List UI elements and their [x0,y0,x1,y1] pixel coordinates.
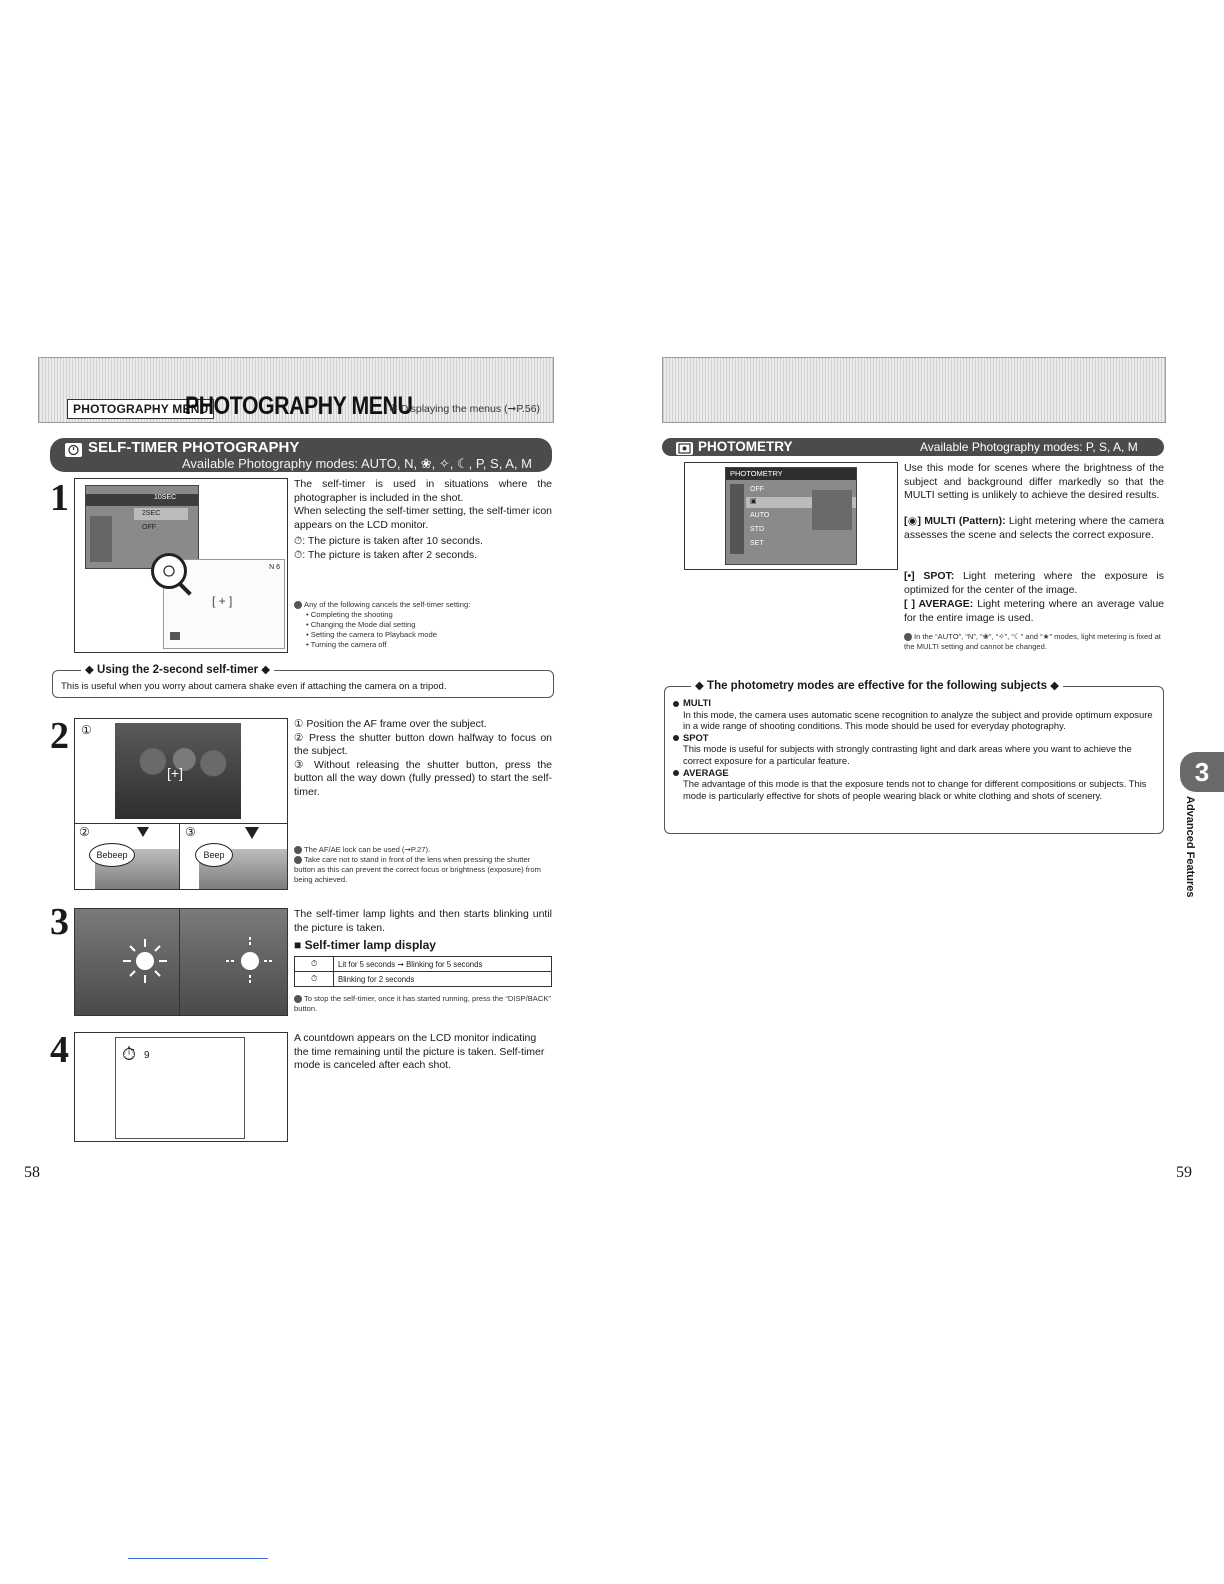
average-heading: AVERAGE [683,766,729,778]
menu-item: PHOTOMETRY [730,469,783,478]
step3-note [294,994,552,1014]
page-title: PHOTOGRAPHY MENU [185,392,413,420]
photometry-intro: Use this mode for scenes where the brightness of the subject and background differ markedly so that the MULTI setting is unlikely to achieve the desired results. [904,462,1164,502]
page-number-right: 59 [1176,1164,1192,1181]
box-title: ◆ The photometry modes are effective for the following subjects ◆ [691,678,1063,692]
two-second-tip-box [52,664,554,698]
table-row [295,972,552,987]
average-desc: Light metering where an average value for the entire image is used. [904,598,1165,624]
photography-menu-banner [38,357,554,423]
lens-note: Take care not to stand in front of the lens when pressing the shutter button as this can prevent the correct focus or brightness (exposure) from being achieved. [294,855,541,884]
lamp-display-title: ■ Self-timer lamp display [294,938,436,952]
menu-item: 10SEC [154,494,177,501]
step1-note [294,600,552,650]
bullet-icon [673,770,679,776]
step2-illustration [74,718,288,890]
available-modes: Available Photography modes: P, S, A, M [920,440,1138,454]
self-timer-section-header [50,438,552,472]
photometry-section-header [662,438,1164,456]
lamp-blinking-panel [180,909,287,1015]
average-explanation: The advantage of this mode is that the exposure tends not to change for different compositions or subjects. This mode is particularly effective for shots of people wearing black or white clothing and shots of scenery. [683,778,1147,801]
step3-description: The self-timer lamp lights and then starts blinking until the picture is taken. [294,908,552,934]
step2-notes [294,845,552,885]
bullet-icon [673,701,679,707]
self-timer-icon: ⏱ [122,1044,137,1064]
available-modes: Available Photography modes: AUTO, N, ❀, ✧, ☾, P, S, A, M [182,456,532,471]
photometry-icon [676,442,693,455]
lamp-desc-cell: Lit for 5 seconds ➞ Blinking for 5 seconds [334,957,552,972]
option-10sec: ⏱: The picture is taken after 10 seconds. [294,535,483,548]
section-title: SELF-TIMER PHOTOGRAPHY [88,439,300,456]
menu-item: AUTO [750,512,770,519]
photometry-menu-screen [725,467,857,565]
step2-item: ② Press the shutter button down halfway to focus on the subject. [294,731,552,758]
note-heading: Any of the following cancels the self-timer setting: [304,600,471,609]
lamp-lit-panel [75,909,179,1015]
spot-desc: Light metering where the exposure is optimized for the center of the image. [904,570,1164,596]
tip-title: ◆ Using the 2-second self-timer ◆ [81,662,274,676]
step4-illustration [74,1032,288,1142]
fixed-multi-note: In the “AUTO”, “N”, “❀”, “✧”, “☾” and “★” modes, light metering is fixed at the MULTI setting and cannot be changed. [904,632,1161,651]
effective-subjects-box [664,680,1164,834]
lamp-desc-cell: Blinking for 2 seconds [334,972,552,987]
step-marker: ② [79,825,90,839]
af-frame-icon: [+] [167,765,183,781]
section-title: PHOTOMETRY [698,439,793,454]
step-number: 2 [50,715,69,757]
note-item: • Setting the camera to Playback mode [306,630,437,639]
page-number-left: 58 [24,1164,40,1181]
step4-description: A countdown appears on the LCD monitor indicating the time remaining until the picture is taken. Self-timer mode is canceled after each shot. [294,1032,545,1072]
lamp-icon-cell: ⏱ [295,972,334,987]
step2-description [294,718,552,800]
note-icon [294,995,302,1003]
menu-item: ▣ [750,498,757,505]
note-item: • Completing the shooting [306,610,393,619]
spot-option [904,570,1164,597]
photometry-note [904,632,1164,652]
right-header-banner [662,357,1166,423]
note-icon [904,633,912,641]
menu-item: OFF [142,524,156,531]
bebeep-bubble [89,843,135,867]
beep-bubble [195,843,233,867]
af-frame-icon: [ + ] [212,594,233,608]
step1-illustration [74,478,288,653]
option-2sec: ⏱: The picture is taken after 2 seconds. [294,548,478,561]
countdown-value: 9 [144,1050,150,1061]
press-arrow-icon [245,827,259,839]
spot-label: [•] SPOT: [904,570,955,582]
bebeep-label: Bebeep [96,850,128,860]
step2-item: ③ Without releasing the shutter button, press the button all the way down (fully pressed) to start the self-timer. [294,758,552,798]
self-timer-icon [65,443,82,457]
step-number: 1 [50,477,69,519]
menu-item: STD [750,526,764,533]
multi-label: [◉] MULTI (Pattern): [904,515,1006,527]
photography-menu-badge: PHOTOGRAPHY MENU [67,399,214,419]
stop-timer-note: To stop the self-timer, once it has started running, press the “DISP/BACK” button. [294,994,551,1013]
menu-item: OFF [750,486,764,493]
countdown-lcd [115,1037,245,1139]
chapter-tab[interactable] [1180,752,1224,792]
lamp-icon-cell: ⏱ [295,957,334,972]
tip-text: This is useful when you worry about camera shake even if attaching the camera on a tripod. [61,681,447,692]
af-ae-note: The AF/AE lock can be used (➞P.27). [304,845,431,854]
lcd-status-code: N 6 [269,564,280,571]
note-icon [294,846,302,854]
link-underline [128,1558,268,1559]
multi-explanation: In this mode, the camera uses automatic scene recognition to analyze the subject and provide optimum exposure in a wide range of shooting conditions. This mode should be used for everyday photography. [683,708,1153,732]
step1-para1: The self-timer is used in situations where the photographer is included in the shot. [294,478,552,504]
step-number: 3 [50,901,69,943]
step1-description [294,478,552,563]
chapter-label: Advanced Features [1184,796,1196,898]
beep-label: Beep [203,850,225,860]
bullet-icon [673,735,679,741]
step-number: 4 [50,1029,69,1071]
note-icon [294,601,302,609]
box-content [673,697,1155,801]
average-option [904,598,1164,625]
step3-illustration [74,908,288,1016]
spot-heading: SPOT [683,731,709,743]
mode-icon [170,632,180,640]
menu-reference: ✻ Displaying the menus (➞P.56) [389,403,541,415]
multi-option [904,515,1164,542]
step2-item: ① Position the AF frame over the subject. [294,718,487,730]
spot-explanation: This mode is useful for subjects with strongly contrasting light and dark areas where you want to achieve the correct exposure for a particular feature. [683,743,1132,766]
step-marker: ① [81,723,92,737]
note-item: • Changing the Mode dial setting [306,620,416,629]
note-icon [294,856,302,864]
average-label: [ ] AVERAGE: [904,598,974,610]
note-item: • Turning the camera off [306,640,387,649]
subjects-photo [115,723,241,819]
step1-para2: When selecting the self-timer setting, the self-timer icon appears on the LCD monitor. [294,505,552,531]
step-marker: ③ [185,825,196,839]
multi-desc: Light metering where the camera assesses the scene and selects the correct exposure. [904,515,1164,541]
photometry-menu-illustration [684,462,898,570]
menu-item: 2SEC [142,510,161,517]
table-row [295,957,552,972]
multi-heading: MULTI [683,697,711,708]
menu-item: SET [750,540,764,547]
lamp-display-table [294,956,552,987]
press-arrow-icon [137,827,149,837]
chapter-number: 3 [1194,757,1210,787]
